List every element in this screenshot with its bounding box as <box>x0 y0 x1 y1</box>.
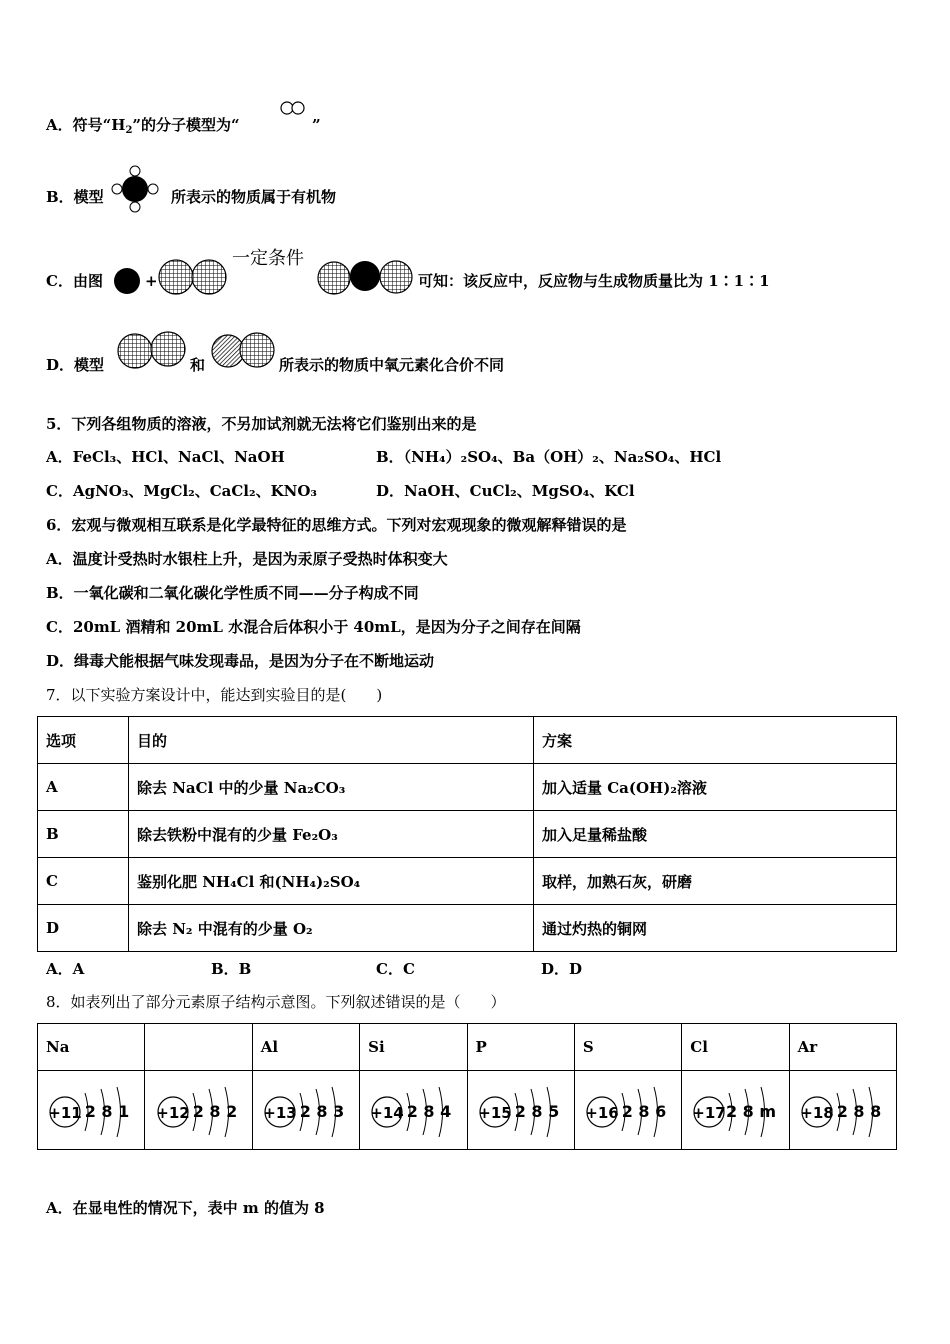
q6-option-b: B．一氧化碳和二氧化碳化学性质不同——分子构成不同 <box>46 584 419 602</box>
q8-stem: 8．如表列出了部分元素原子结构示意图。下列叙述错误的是（ ） <box>46 993 506 1011</box>
q5-option-a: A．FeCl₃、HCl、NaCl、NaOH <box>46 448 285 466</box>
atom-structure-icon <box>43 1071 139 1145</box>
q4-d-text-2: 所表示的物质中氧元素化合价不同 <box>279 356 505 374</box>
header-purpose: 目的 <box>129 717 534 764</box>
q7-option-c: C．C <box>376 960 415 978</box>
atom-structure-icon <box>687 1071 783 1145</box>
nucleus-label: +14 <box>370 1104 405 1122</box>
reaction-arrow-icon <box>232 266 312 276</box>
element-blank <box>145 1024 252 1071</box>
q4-option-a <box>46 115 240 141</box>
q5-option-b: B．（NH₄）₂SO₄、Ba（OH）₂、Na₂SO₄、HCl <box>376 448 722 466</box>
q6-option-a: A．温度计受热时水银柱上升，是因为汞原子受热时体积变大 <box>46 550 448 568</box>
nucleus-label: +17 <box>692 1104 727 1122</box>
shell-electrons-label: 2 8 m <box>726 1102 777 1121</box>
q4-d-text-1: D．模型 <box>46 356 105 374</box>
shell-electrons-label: 2 8 6 <box>621 1102 667 1121</box>
row-purpose: 除去 N₂ 中混有的少量 O₂ <box>129 905 534 952</box>
q4-a-text-1: A．符号“H <box>46 116 126 134</box>
methane-model-icon <box>110 163 160 213</box>
nucleus-label: +18 <box>800 1104 834 1122</box>
row-plan: 取样，加熟石灰，研磨 <box>534 858 897 905</box>
atom-diagram-cell <box>682 1071 789 1150</box>
reaction-condition-label: 一定条件 <box>232 248 304 269</box>
q4-d-and: 和 <box>190 356 206 374</box>
element-ar: Ar <box>789 1024 896 1071</box>
atom-diagram-cell <box>574 1071 681 1150</box>
q6-option-c: C．20mL 酒精和 20mL 水混合后体积小于 40mL，是因为分子之间存在间隔 <box>46 618 581 636</box>
table-row <box>38 858 897 905</box>
nucleus-label: +16 <box>585 1104 619 1122</box>
atom-structure-icon <box>151 1071 247 1145</box>
q7-stem: 7．以下实验方案设计中，能达到实验目的是( ) <box>46 686 383 704</box>
atom-structure-icon <box>258 1071 354 1145</box>
table-row <box>38 905 897 952</box>
q4-a-sub: 2 <box>125 125 133 136</box>
row-purpose: 除去 NaCl 中的少量 Na₂CO₃ <box>129 764 534 811</box>
carbon-atom-icon <box>112 266 142 296</box>
row-purpose: 鉴别化肥 NH₄Cl 和(NH₄)₂SO₄ <box>129 858 534 905</box>
element-na: Na <box>38 1024 145 1071</box>
o2-model-icon <box>116 331 188 371</box>
atom-structure-icon <box>473 1071 569 1145</box>
element-cl: Cl <box>682 1024 789 1071</box>
row-plan: 通过灼热的铜网 <box>534 905 897 952</box>
q7-option-d: D．D <box>541 960 583 978</box>
shell-electrons-label: 2 8 4 <box>407 1102 452 1121</box>
q4-c-text-1: C．由图 <box>46 272 103 290</box>
h2-molecule-icon <box>279 100 307 116</box>
table-row <box>38 764 897 811</box>
q4-a-text-2: ”的分子模型为“ <box>132 116 240 134</box>
q7-table <box>37 716 897 952</box>
table-header-row <box>38 717 897 764</box>
atom-diagram-cell <box>467 1071 574 1150</box>
q6-stem: 6．宏观与微观相互联系是化学最特征的思维方式。下列对宏观现象的微观解释错误的是 <box>46 516 627 534</box>
q4-b-text-1: B．模型 <box>46 188 104 206</box>
q5-option-c: C．AgNO₃、MgCl₂、CaCl₂、KNO₃ <box>46 482 317 500</box>
shell-electrons-label: 2 8 2 <box>192 1102 237 1121</box>
nucleus-label: +12 <box>155 1104 190 1122</box>
row-option: D <box>38 905 129 952</box>
element-al: Al <box>252 1024 359 1071</box>
shell-electrons-label: 2 8 1 <box>84 1102 130 1121</box>
shell-electrons-label: 2 8 8 <box>836 1102 882 1121</box>
q4-b-text-2: 所表示的物质属于有机物 <box>171 188 337 206</box>
shell-electrons-label: 2 8 5 <box>514 1102 559 1121</box>
shell-electrons-label: 2 8 3 <box>299 1102 345 1121</box>
q5-option-d: D．NaOH、CuCl₂、MgSO₄、KCl <box>376 482 635 500</box>
q8-table <box>37 1023 897 1150</box>
q7-option-a: A．A <box>46 960 85 978</box>
element-header-row <box>38 1024 897 1071</box>
row-plan: 加入适量 Ca(OH)₂溶液 <box>534 764 897 811</box>
nucleus-label: +13 <box>263 1104 297 1122</box>
co-model-icon <box>210 331 276 371</box>
atom-diagram-cell <box>38 1071 145 1150</box>
element-p: P <box>467 1024 574 1071</box>
q4-c-plus: + <box>145 272 158 290</box>
nucleus-label: +15 <box>477 1104 512 1122</box>
atom-structure-icon <box>795 1071 891 1145</box>
q4-a-text-3: ” <box>312 116 321 134</box>
row-purpose: 除去铁粉中混有的少量 Fe₂O₃ <box>129 811 534 858</box>
q6-option-d: D．缉毒犬能根据气味发现毒品，是因为分子在不断地运动 <box>46 652 435 670</box>
nucleus-label: +11 <box>48 1104 82 1122</box>
q4-c-text-2: 可知：该反应中，反应物与生成物质量比为 1∶1∶1 <box>418 272 770 290</box>
table-row <box>38 811 897 858</box>
row-plan: 加入足量稀盐酸 <box>534 811 897 858</box>
q7-option-b: B．B <box>211 960 252 978</box>
oxygen-molecule-icon <box>157 257 229 297</box>
atom-diagram-cell <box>789 1071 896 1150</box>
q5-stem: 5．下列各组物质的溶液，不另加试剂就无法将它们鉴别出来的是 <box>46 415 477 433</box>
element-si: Si <box>360 1024 467 1071</box>
row-option: B <box>38 811 129 858</box>
atom-diagram-cell <box>252 1071 359 1150</box>
header-option: 选项 <box>38 717 129 764</box>
q8-option-a: A．在显电性的情况下，表中 m 的值为 8 <box>46 1199 325 1217</box>
atom-structure-icon <box>580 1071 676 1145</box>
header-plan: 方案 <box>534 717 897 764</box>
atom-structure-icon <box>365 1071 461 1145</box>
element-s: S <box>574 1024 681 1071</box>
row-option: C <box>38 858 129 905</box>
atom-structure-row <box>38 1071 897 1150</box>
row-option: A <box>38 764 129 811</box>
co2-molecule-icon <box>316 257 416 297</box>
atom-diagram-cell <box>145 1071 252 1150</box>
atom-diagram-cell <box>360 1071 467 1150</box>
